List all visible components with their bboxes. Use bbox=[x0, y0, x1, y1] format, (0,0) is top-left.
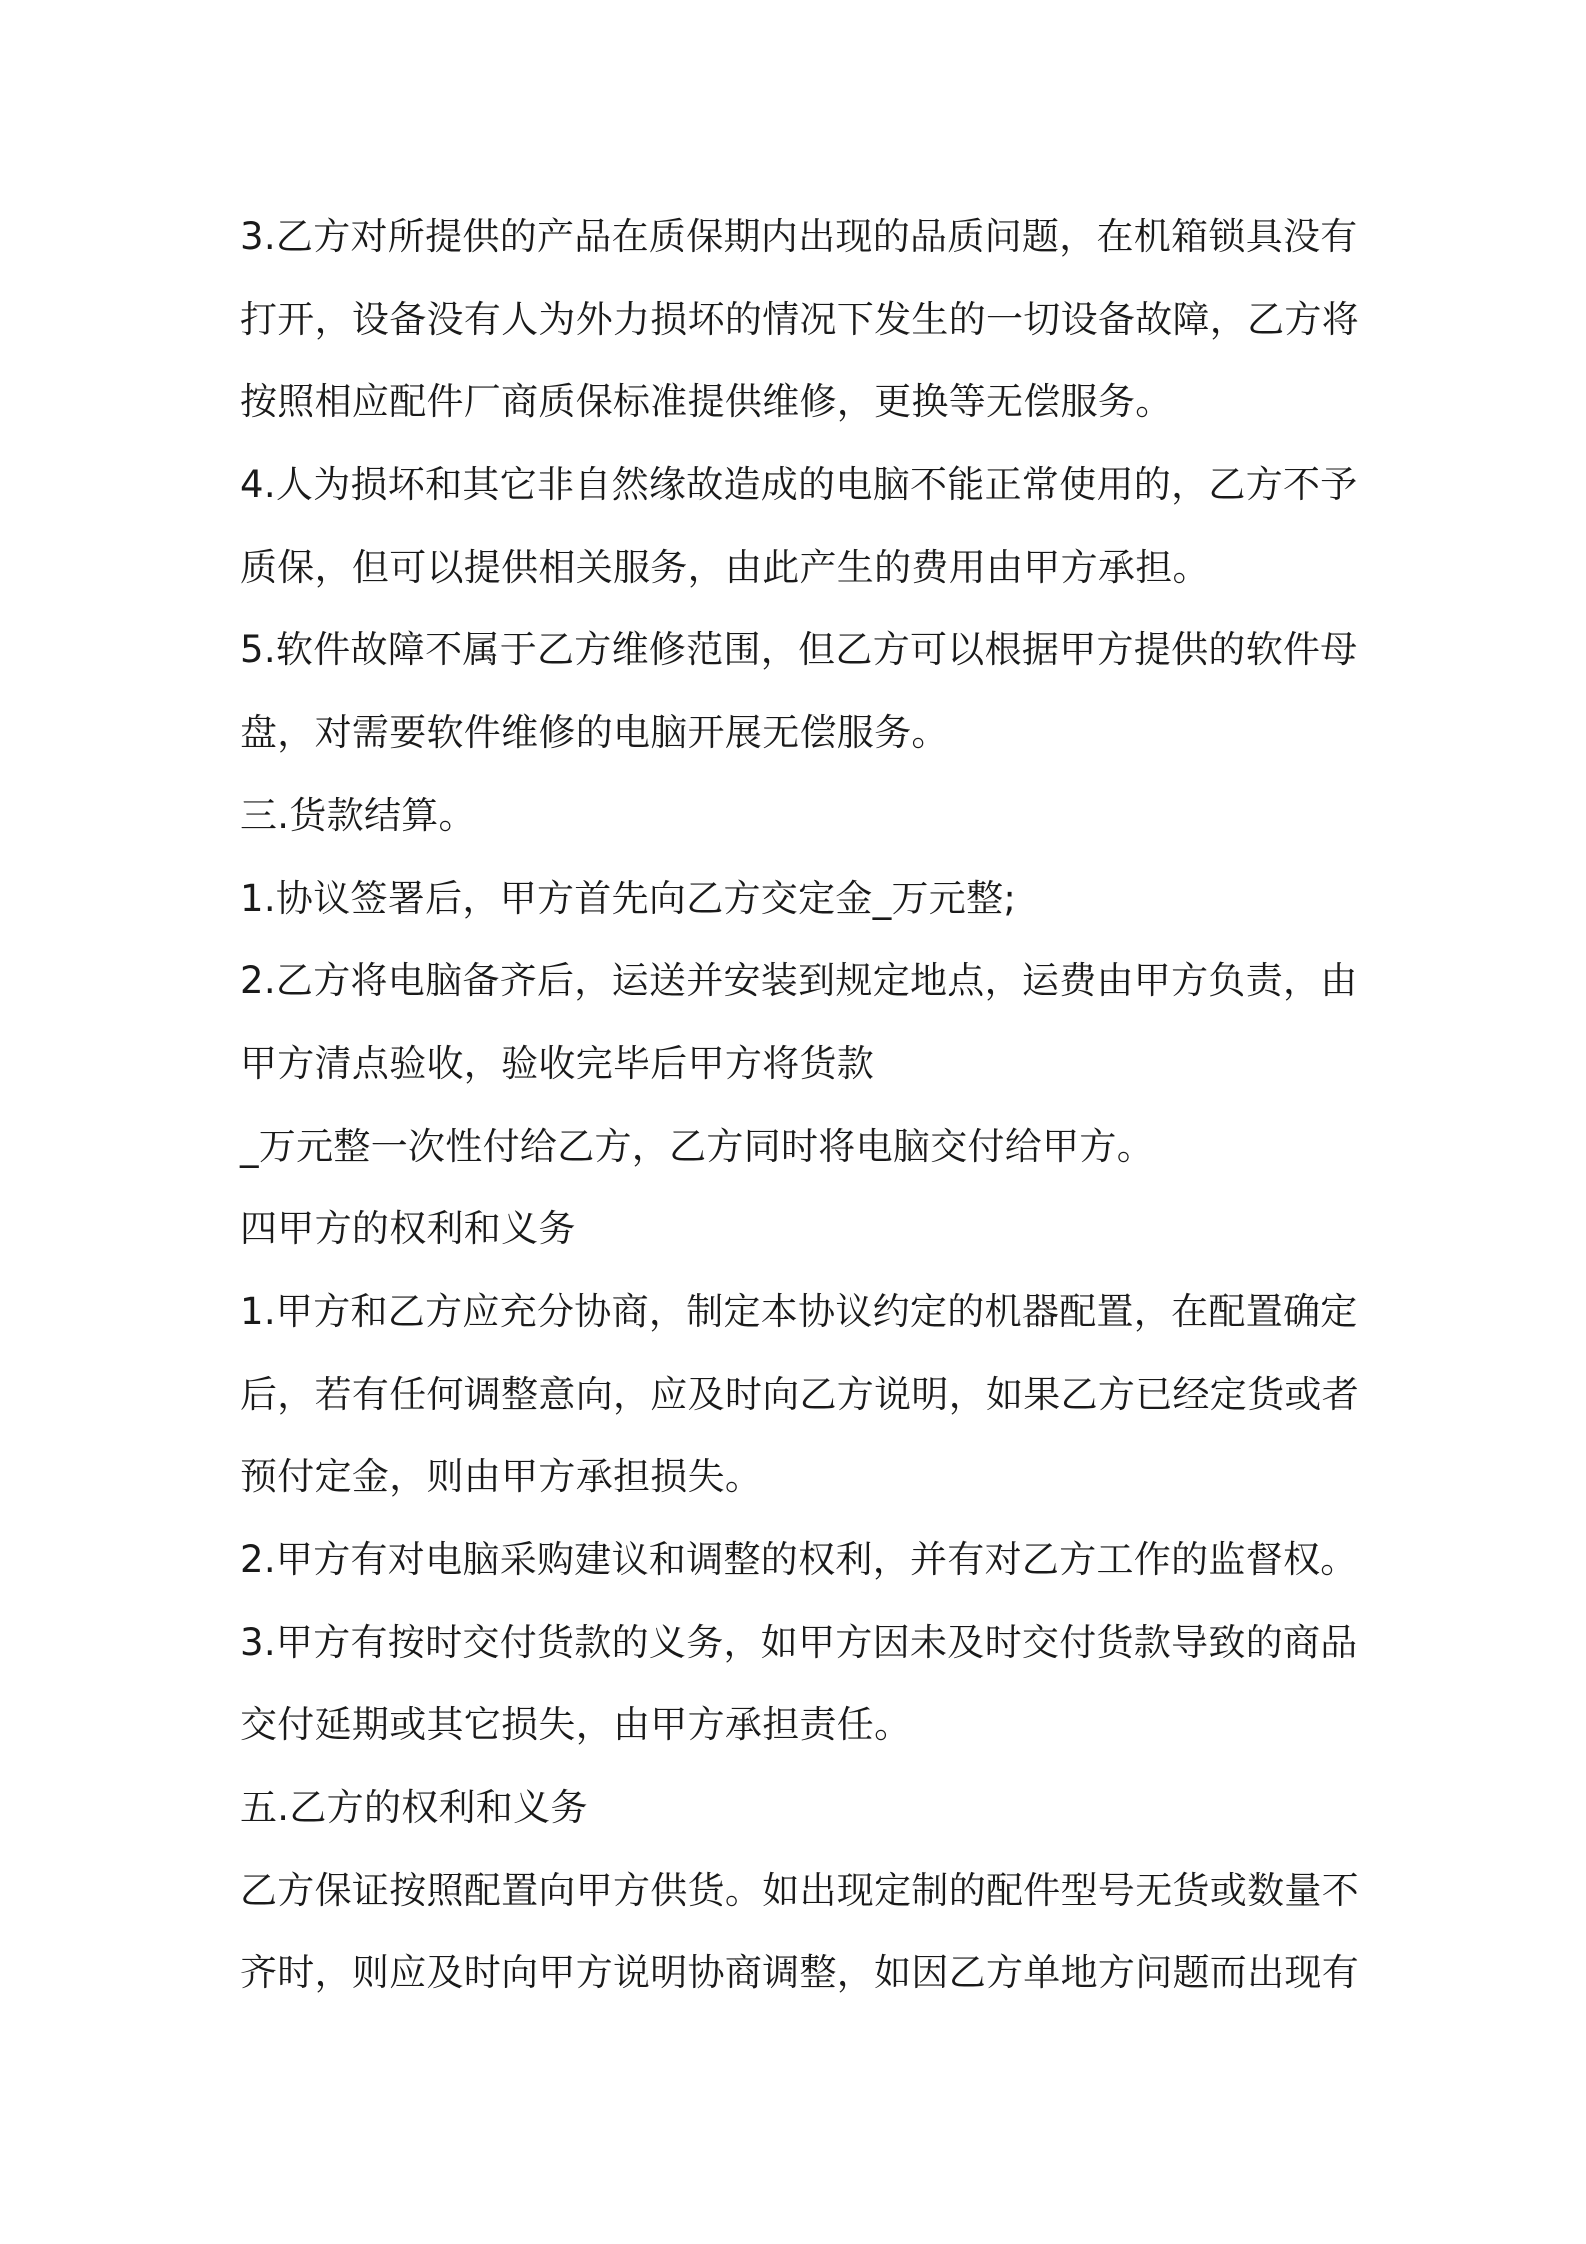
text-line: 按照相应配件厂商质保标准提供维修，更换等无偿服务。 bbox=[240, 380, 1173, 424]
text-line: 质保，但可以提供相关服务，由此产生的费用由甲方承担。 bbox=[240, 545, 1210, 589]
document-body bbox=[240, 196, 1360, 2015]
text-line: 预付定金，则由甲方承担损失。 bbox=[240, 1455, 763, 1499]
text-line: 后，若有任何调整意向，应及时向乙方说明，如果乙方已经定货或者 bbox=[240, 1372, 1359, 1416]
text-line: 乙方保证按照配置向甲方供货。如出现定制的配件型号无货或数量不 bbox=[240, 1868, 1359, 1912]
text-line: 5.软件故障不属于乙方维修范围，但乙方可以根据甲方提供的软件母 bbox=[240, 628, 1358, 672]
text-line: 4.人为损坏和其它非自然缘故造成的电脑不能正常使用的，乙方不予 bbox=[240, 463, 1358, 507]
text-line: 甲方清点验收，验收完毕后甲方将货款 bbox=[240, 1041, 875, 1085]
text-line: 2.乙方将电脑备齐后，运送并安装到规定地点，运费由甲方负责，由 bbox=[240, 959, 1358, 1003]
text-line: 3.乙方对所提供的产品在质保期内出现的品质问题，在机箱锁具没有 bbox=[240, 215, 1358, 258]
text-line: 3.甲方有按时交付货款的义务，如甲方因未及时交付货款导致的商品 bbox=[240, 1620, 1358, 1664]
text-line: 2.甲方有对电脑采购建议和调整的权利，并有对乙方工作的监督权。 bbox=[240, 1538, 1358, 1581]
section-heading: 五.乙方的权利和义务 bbox=[240, 1786, 588, 1830]
text-line: 盘，对需要软件维修的电脑开展无偿服务。 bbox=[240, 711, 949, 755]
section-heading: 四甲方的权利和义务 bbox=[240, 1207, 576, 1251]
text-line: 打开，设备没有人为外力损坏的情况下发生的一切设备故障，乙方将 bbox=[240, 297, 1359, 341]
text-line: _万元整一次性付给乙方，乙方同时将电脑交付给甲方。 bbox=[240, 1124, 1154, 1168]
text-line: 1.协议签署后，甲方首先向乙方交定金_万元整; bbox=[240, 876, 1017, 920]
text-line: 齐时，则应及时向甲方说明协商调整，如因乙方单地方问题而出现有 bbox=[240, 1951, 1359, 1995]
section-heading: 三.货款结算。 bbox=[240, 793, 476, 837]
text-line: 交付延期或其它损失，由甲方承担责任。 bbox=[240, 1703, 912, 1747]
text-line: 1.甲方和乙方应充分协商，制定本协议约定的机器配置，在配置确定 bbox=[240, 1289, 1358, 1333]
